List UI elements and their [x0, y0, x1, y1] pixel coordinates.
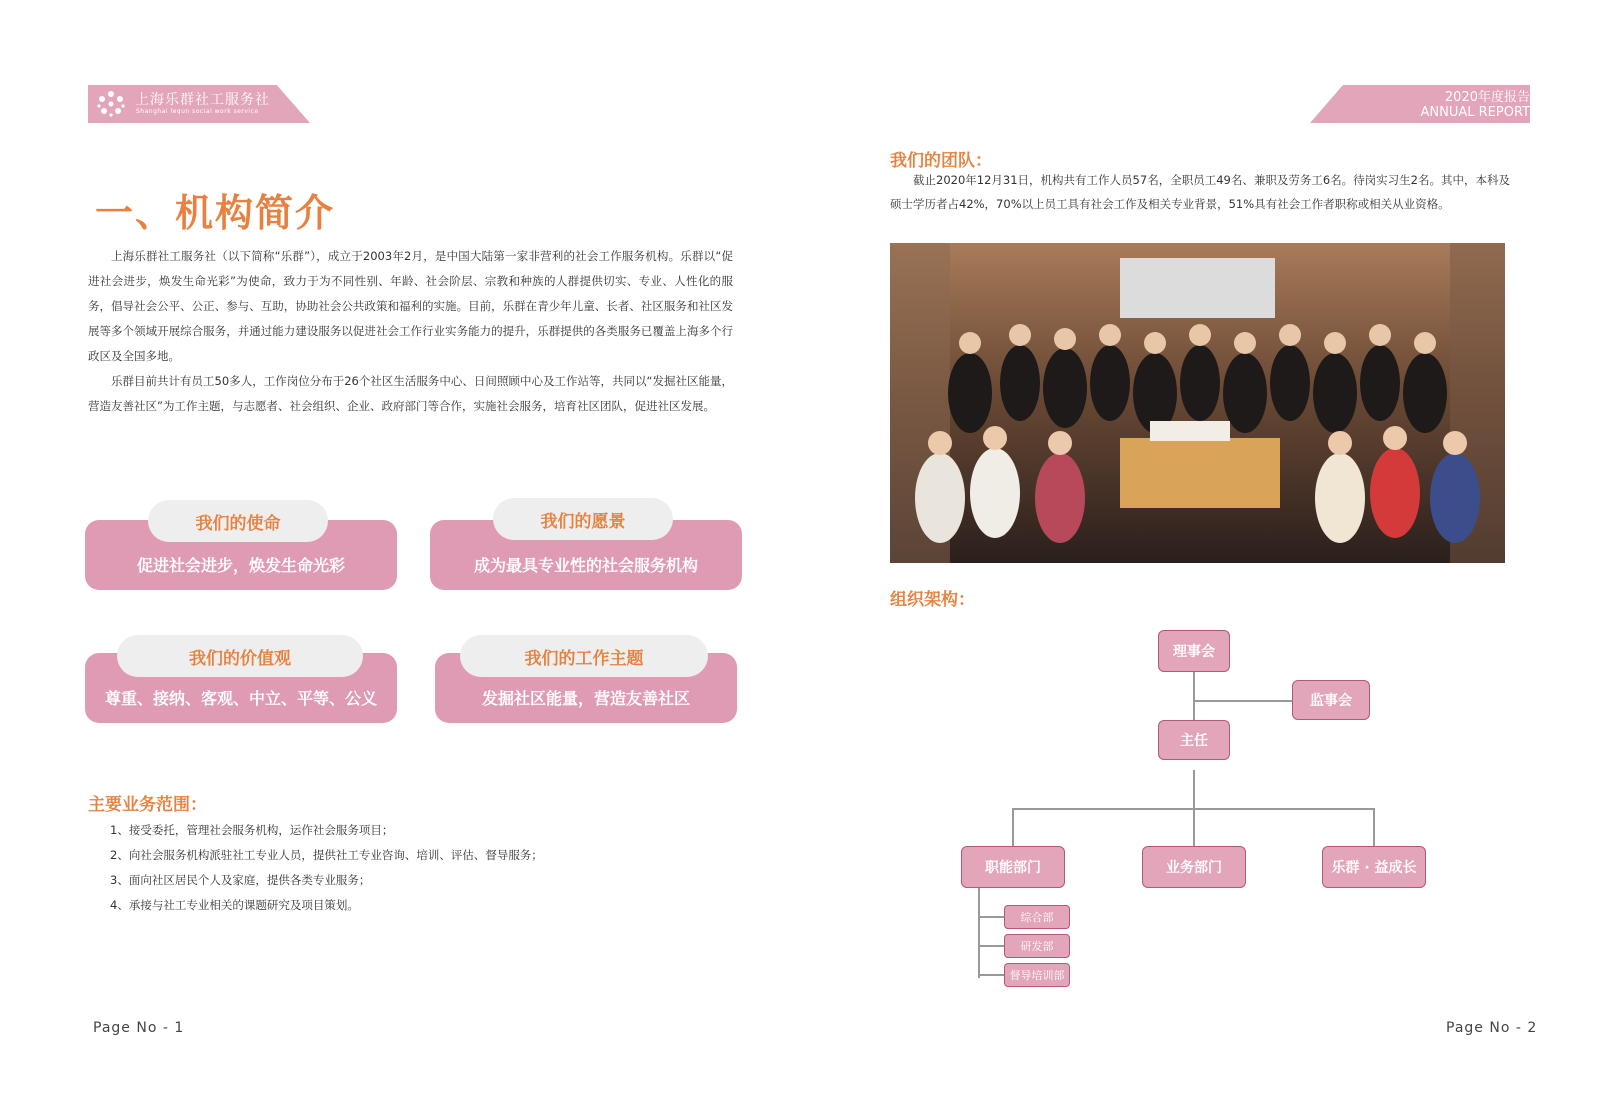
- team-group-photo: [890, 243, 1505, 563]
- team-title: 我们的团队：: [890, 151, 992, 171]
- mission-label: 我们的使命: [148, 500, 328, 542]
- connector-director-down: [1193, 770, 1195, 808]
- mission-text: 促进社会进步，焕发生命光彩: [136, 556, 345, 575]
- node-supervisors: 监事会: [1292, 680, 1370, 720]
- org-title: 组织架构：: [890, 590, 975, 610]
- vision-text: 成为最具专业性的社会服务机构: [473, 556, 698, 575]
- theme-text: 发掘社区能量，营造友善社区: [481, 689, 690, 708]
- scope-list: [110, 818, 543, 918]
- node-director: 主任: [1158, 720, 1230, 760]
- node-lequn-dept: 乐群 · 益成长: [1322, 846, 1426, 888]
- team-paragraph: 截止2020年12月31日，机构共有工作人员57名，全职员工49名、兼职及劳务工6名。待岗实习生2名。其中，本科及硕士学历者占42%，70%以上员工具有社会工作及相关专业背景，51%具有社会工作者职称或相关从业资格。: [890, 173, 1510, 211]
- page-number-left: Page No - 1: [93, 1020, 185, 1036]
- team-text: [890, 168, 1510, 216]
- connector-sub-3: [978, 974, 1004, 976]
- connector-sub-vertical: [978, 888, 980, 978]
- connector-functional: [1012, 808, 1014, 846]
- scope-item-3: 3、面向社区居民个人及家庭，提供各类专业服务；: [110, 873, 371, 887]
- scope-item-1: 1、接受委托，管理社会服务机构，运作社会服务项目；: [110, 823, 394, 837]
- org-name-cn: 上海乐群社工服务社: [135, 92, 270, 108]
- scope-item-2: 2、向社会服务机构派驻社工专业人员，提供社工专业咨询、培训、评估、督导服务；: [110, 848, 543, 862]
- connector-sub-2: [978, 945, 1004, 947]
- intro-paragraph-2: 乐群目前共计有员工50多人，工作岗位分布于26个社区生活服务中心、日间照顾中心及工作站等，共同以“发掘社区能量，营造友善社区”为工作主题，与志愿者、社会组织、企业、政府部门等合作，实施社会服务，培育社区团队，促进社区发展。: [88, 374, 733, 413]
- scope-title: 主要业务范围：: [88, 795, 207, 815]
- org-name-en: Shanghai lequn social work service: [136, 108, 259, 115]
- node-general-office: 综合部: [1004, 905, 1070, 929]
- node-board: 理事会: [1158, 630, 1230, 672]
- node-training-dept: 督导培训部: [1004, 963, 1070, 987]
- connector-business: [1193, 808, 1195, 846]
- connector-sub-1: [978, 916, 1004, 918]
- flower-logo-icon: [95, 88, 127, 120]
- scope-item-4: 4、承接与社工专业相关的课题研究及项目策划。: [110, 898, 359, 912]
- values-label: 我们的价值观: [117, 635, 363, 677]
- connector-lequn: [1373, 808, 1375, 846]
- report-year: 2020年度报告: [1444, 90, 1530, 105]
- node-business-dept: 业务部门: [1142, 846, 1246, 888]
- vision-label: 我们的愿景: [493, 498, 673, 540]
- values-text: 尊重、接纳、客观、中立、平等、公义: [104, 689, 377, 708]
- intro-paragraph-1: 上海乐群社工服务社（以下简称“乐群”），成立于2003年2月，是中国大陆第一家非营利的社会工作服务机构。乐群以“促进社会进步，焕发生命光彩”为使命，致力于为不同性别、年龄、社会阶层、宗教和种族的人群提供切实、专业、人性化的服务，倡导社会公平、公正、参与、互助，协助社会公共政策和福利的实施。目前，乐群在青少年儿童、长者、社区服务和社区发展等多个领域开展综合服务，并通过能力建设服务以促进社会工作行业实务能力的提升，乐群提供的各类服务已覆盖上海多个行政区及全国多地。: [88, 249, 733, 363]
- report-subtitle: ANNUAL REPORT: [1420, 105, 1530, 120]
- node-functional-dept: 职能部门: [961, 846, 1065, 888]
- node-rd-dept: 研发部: [1004, 934, 1070, 958]
- connector-supervisors: [1194, 700, 1294, 702]
- theme-label: 我们的工作主题: [460, 635, 708, 677]
- page-number-right: Page No - 2: [1446, 1020, 1538, 1036]
- intro-text: [88, 244, 733, 419]
- page-title: 一、机构简介: [95, 191, 336, 235]
